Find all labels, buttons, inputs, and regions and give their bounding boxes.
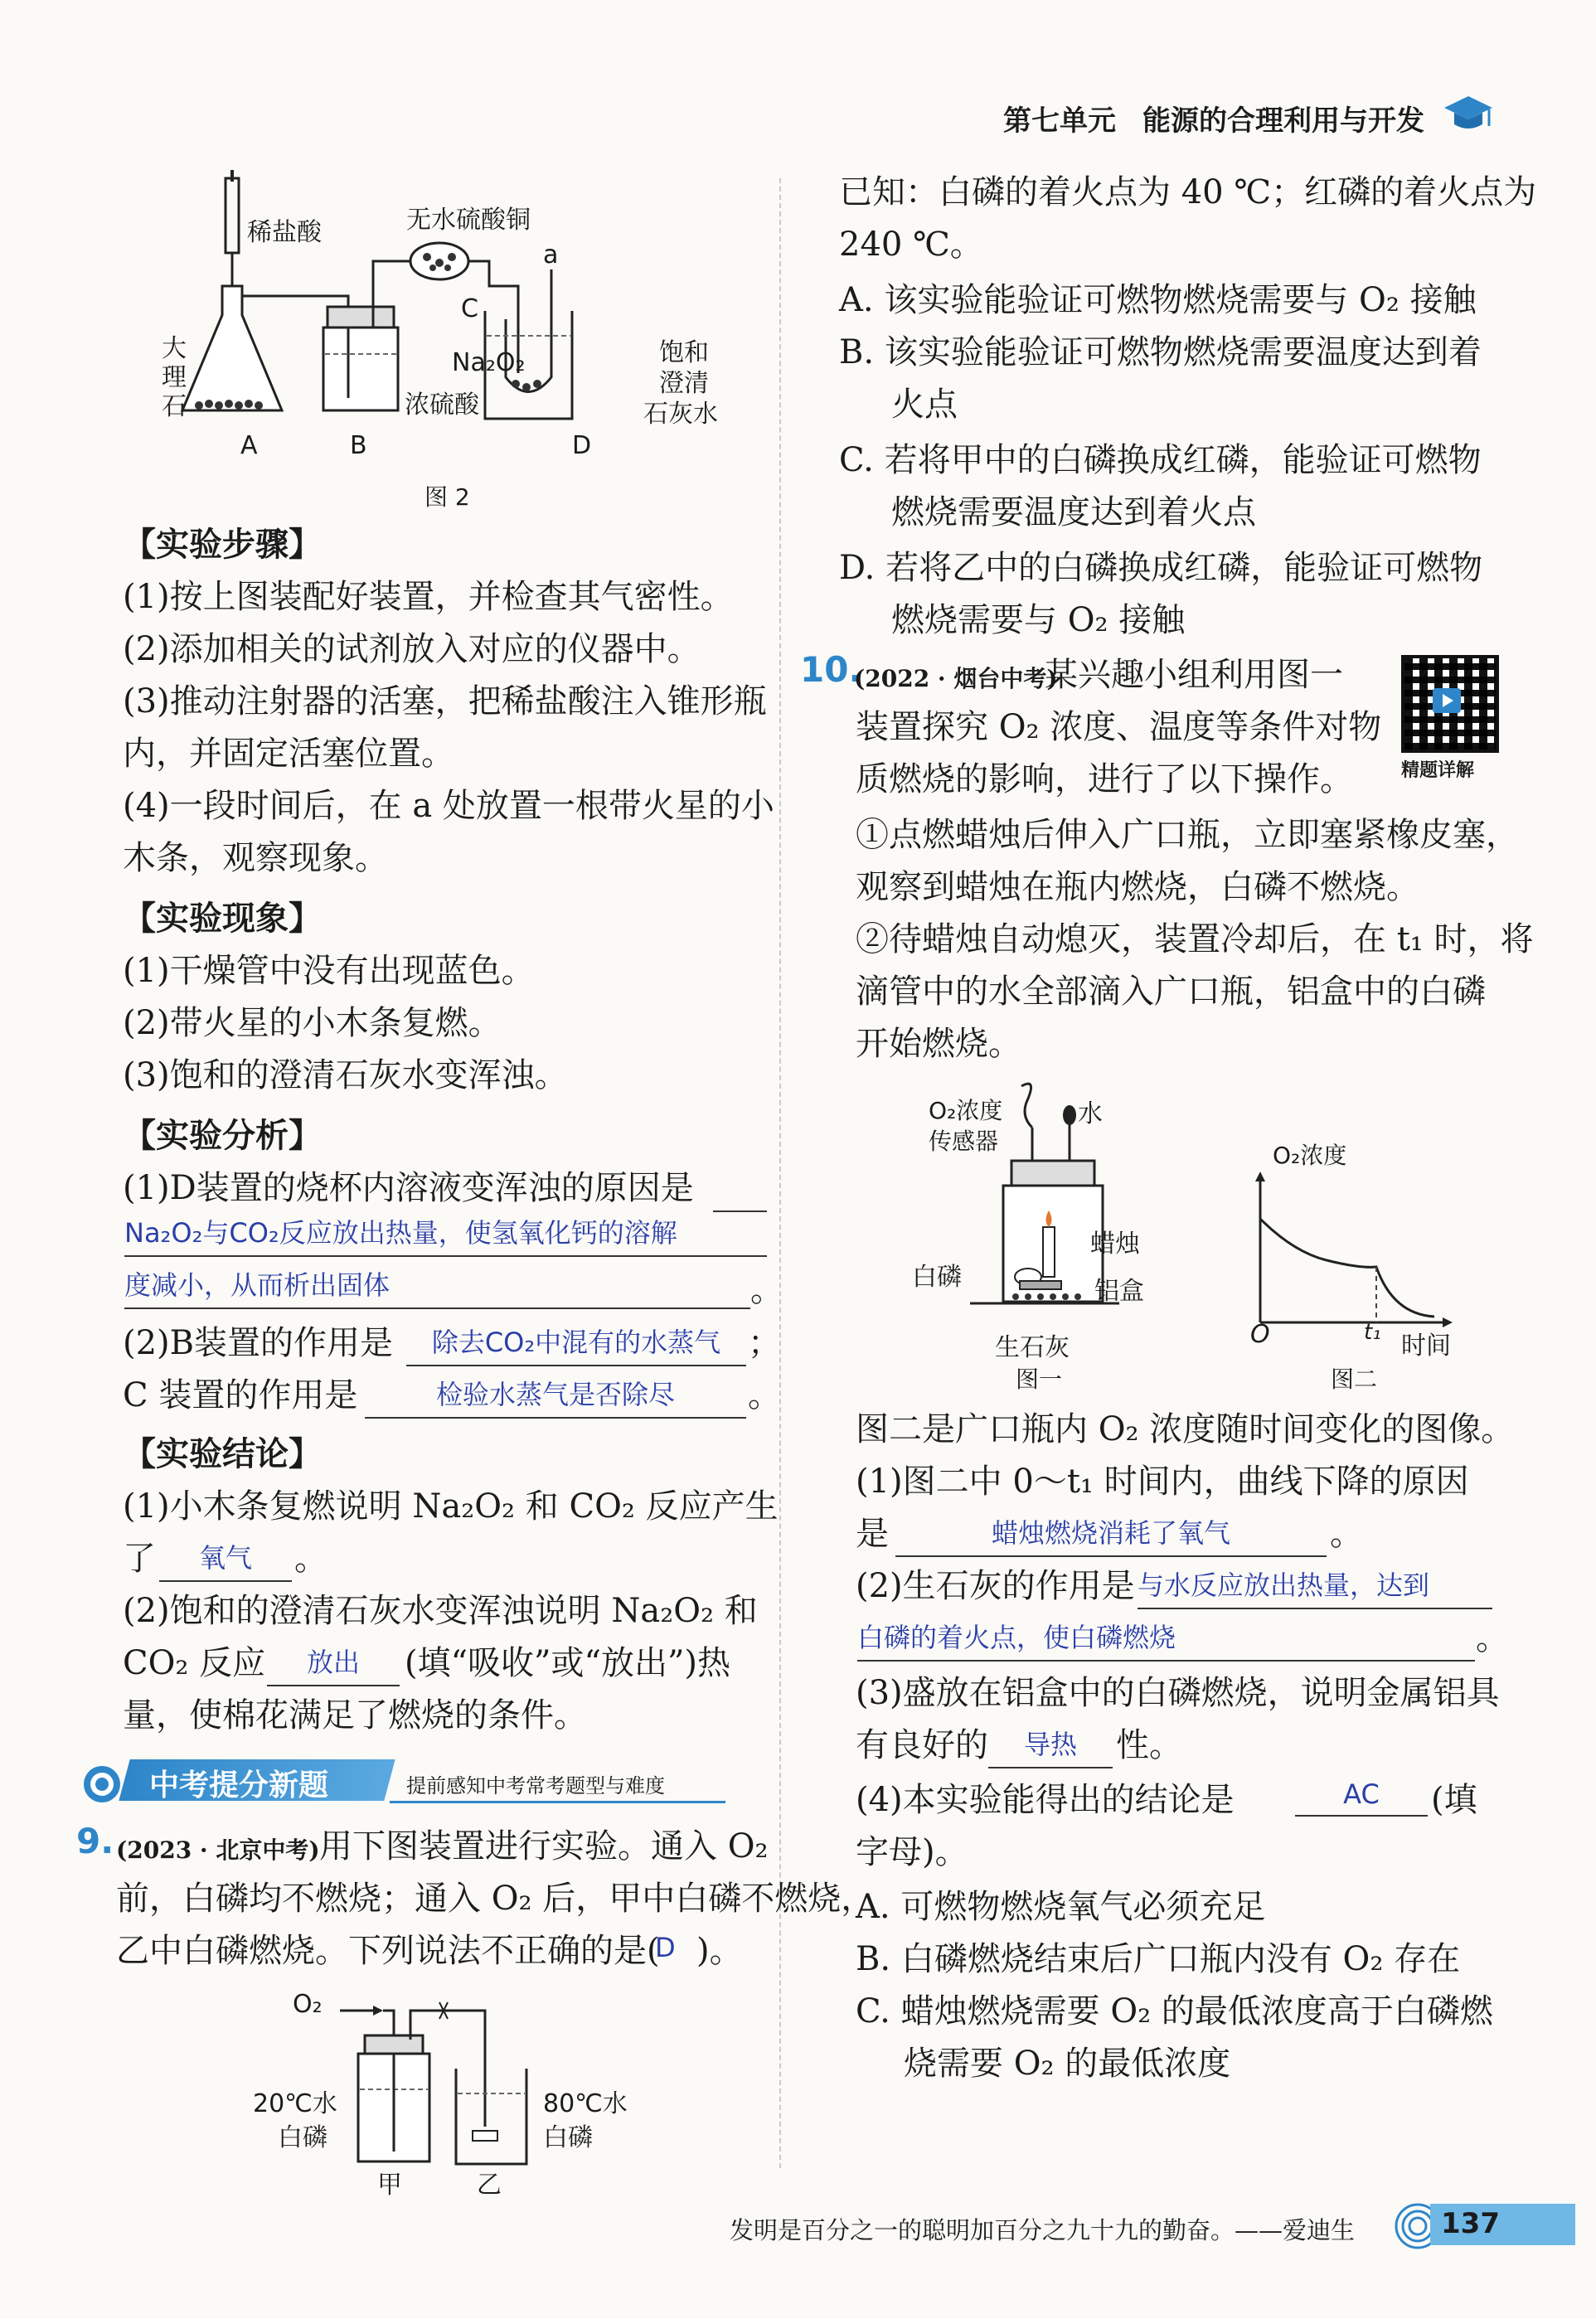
fig2-na2o2: Na₂O₂ [452, 348, 526, 377]
q10-source: (2022 · 烟台中考) [854, 665, 1058, 692]
fig1-white-p: 白磷 [912, 1263, 962, 1292]
concl-1: (1)小木条复燃说明 Na₂O₂ 和 CO₂ 反应产生 [123, 1487, 779, 1526]
anal-1-answer-2: 度减小，从而析出固体 [124, 1264, 750, 1309]
banner-line [390, 1801, 725, 1803]
fig2-label-a: A [240, 431, 258, 460]
fig2-x-label: 时间 [1401, 1332, 1451, 1361]
q10-step-1b: 观察到蜡烛在瓶内燃烧，白磷不燃烧。 [856, 868, 1419, 906]
q10-p3-end: 性。 [1116, 1726, 1182, 1764]
q10-number: 10. [800, 649, 862, 690]
concl-1-answer: 氧气 [159, 1537, 292, 1582]
q9-line-2: 前，白磷均不燃烧；通入 O₂ 后，甲中白磷不燃烧， [116, 1880, 875, 1918]
fig1-caption: 图一 [1016, 1366, 1063, 1393]
fig2-t1: t₁ [1364, 1320, 1381, 1345]
footer-quote: 发明是百分之一的聪明加百分之九十九的勤奋。——爱迪生 [730, 2216, 1356, 2244]
q10-option-c-2: 烧需要 O₂ 的最低浓度 [904, 2045, 1231, 2083]
concl-1-end: 。 [294, 1540, 327, 1578]
o2-curve [1260, 1219, 1434, 1317]
banner-title: 中考提分新题 [149, 1768, 329, 1802]
concl-2: (2)饱和的澄清石灰水变浑浊说明 Na₂O₂ 和 [123, 1592, 758, 1630]
fig2-c: C [461, 294, 478, 323]
step-3b: 内，并固定活塞位置。 [123, 735, 454, 773]
banner-subtitle: 提前感知中考常考题型与难度 [406, 1774, 665, 1797]
q9-option-d-2: 燃烧需要与 O₂ 接触 [891, 601, 1186, 639]
fig2-limestone-3: 石 [162, 392, 187, 421]
q10-p2a: (2)生石灰的作用是 [856, 1567, 1135, 1605]
q9-known-1: 已知：白磷的着火点为 40 ℃；红磷的着火点为 [839, 173, 1537, 211]
q10-p2-answer-2: 白磷的着火点，使白磷燃烧 [857, 1617, 1475, 1662]
fig1-sensor-1: O₂浓度 [929, 1097, 1003, 1124]
fig2-limestone-2: 理 [162, 363, 187, 392]
q9-line-3-end: )。 [696, 1932, 743, 1970]
q9-yi: 乙 [477, 2171, 502, 2200]
q10-p4b: 字母)。 [856, 1833, 968, 1871]
q10-desc: 图二是广口瓶内 O₂ 浓度随时间变化的图像。 [856, 1410, 1515, 1448]
concl-2d: 量，使棉花满足了燃烧的条件。 [123, 1696, 587, 1734]
q10-step-2b: 滴管中的水全部滴入广口瓶，铝盒中的白磷 [856, 973, 1486, 1011]
q10-option-b: B. 白磷燃烧结束后广口瓶内没有 O₂ 存在 [856, 1940, 1461, 1978]
phen-1: (1)干燥管中没有出现蓝色。 [123, 952, 535, 990]
anal-3-end: 。 [748, 1376, 781, 1414]
fig1-water: 水 [1078, 1099, 1103, 1128]
grad-cap-icon [1443, 91, 1494, 138]
q10-p4-answer: AC [1295, 1778, 1428, 1817]
section-banner [79, 1756, 725, 1806]
q10-line-3: 质燃烧的影响，进行了以下操作。 [856, 760, 1353, 798]
fig2-caption: 图 2 [424, 483, 470, 511]
play-icon [1433, 688, 1461, 713]
anal-title: 【实验分析】 [123, 1116, 322, 1155]
q9-80c-water: 80℃水 [543, 2089, 628, 2118]
anal-2-answer: 除去CO₂中混有的水蒸气 [406, 1322, 746, 1366]
q10-p3b: 有良好的 [856, 1726, 988, 1764]
steps-title: 【实验步骤】 [123, 525, 322, 564]
q9-answer: D [655, 1932, 676, 1963]
q9-known-2: 240 ℃。 [839, 226, 983, 264]
q9-option-b-2: 火点 [891, 386, 958, 424]
q10-p2-end: 。 [1476, 1619, 1509, 1657]
phen-2: (2)带火星的小木条复燃。 [123, 1004, 502, 1042]
q9-option-c-1: C. 若将甲中的白磷换成红磷，能验证可燃物 [839, 441, 1482, 479]
anal-1-question: (1)D装置的烧杯内溶液变浑浊的原因是 [123, 1169, 694, 1207]
q10-step-2c: 开始燃烧。 [856, 1025, 1021, 1063]
q9-white-p-2: 白磷 [543, 2123, 593, 2152]
q10-line-1: 某兴趣小组利用图一 [1045, 656, 1343, 694]
concl-2-answer: 放出 [267, 1642, 400, 1686]
q10-p2-answer-1: 与水反应放出热量，达到 [1138, 1565, 1492, 1609]
q9-option-a: A. 该实验能验证可燃物燃烧需要与 O₂ 接触 [839, 281, 1477, 319]
q9-jia: 甲 [377, 2171, 402, 2200]
fig1-sensor-2: 传感器 [929, 1128, 999, 1155]
q10-p1a: (1)图二中 0～t₁ 时间内，曲线下降的原因 [856, 1463, 1469, 1501]
step-4b: 木条，观察现象。 [123, 839, 388, 877]
q10-p1b: 是 [856, 1515, 889, 1553]
fig2-dilute-hcl: 稀盐酸 [247, 218, 322, 247]
q9-line-1: 用下图装置进行实验。通入 O₂ [319, 1827, 769, 1865]
q9-number: 9. [76, 1821, 114, 1861]
fig1-al-box: 铝盒 [1094, 1277, 1144, 1306]
fig1-candle: 蜡烛 [1090, 1230, 1140, 1259]
fig2-cuso4: 无水硫酸铜 [406, 206, 531, 235]
q9-option-c-2: 燃烧需要温度达到着火点 [891, 493, 1256, 531]
q9-option-b-1: B. 该实验能验证可燃物燃烧需要温度达到着 [839, 333, 1482, 371]
page-number: 137 [1441, 2207, 1500, 2240]
fig2-sat-2: 澄清 [659, 369, 709, 398]
qr-label: 精题详解 [1401, 760, 1475, 781]
anal-2-end: ； [748, 1324, 781, 1362]
q10-p3-answer: 导热 [988, 1724, 1113, 1768]
anal-3-question: C 装置的作用是 [123, 1376, 358, 1414]
q10-line-2: 装置探究 O₂ 浓度、温度等条件对物 [856, 708, 1382, 746]
fig2-y-label: O₂浓度 [1273, 1142, 1347, 1169]
phen-3: (3)饱和的澄清石灰水变浑浊。 [123, 1056, 568, 1094]
q10-option-a: A. 可燃物燃烧氧气必须充足 [856, 1888, 1266, 1926]
step-1: (1)按上图装配好装置，并检查其气密性。 [123, 578, 734, 616]
q9-o2-label: O₂ [293, 1990, 323, 2019]
fig2-caption-q10: 图二 [1331, 1366, 1378, 1393]
anal-1-end: 。 [750, 1271, 783, 1309]
fig1-quicklime: 生石灰 [995, 1333, 1070, 1362]
q10-step-2a: ②待蜡烛自动熄灭，装置冷却后，在 t₁ 时，将 [856, 920, 1534, 958]
q10-p4-end: (填 [1431, 1781, 1477, 1819]
anal-3-answer: 检验水蒸气是否除尽 [365, 1374, 746, 1419]
q10-p4a: (4)本实验能得出的结论是 [856, 1781, 1235, 1819]
q9-source: (2023 · 北京中考) [116, 1836, 320, 1864]
q10-figure-2 [1244, 1169, 1459, 1335]
concl-title: 【实验结论】 [123, 1434, 322, 1473]
concl-1b: 了 [123, 1540, 156, 1578]
fig2-origin: O [1250, 1320, 1270, 1349]
q10-p3a: (3)盛放在铝盒中的白磷燃烧，说明金属铝具 [856, 1674, 1500, 1712]
step-4: (4)一段时间后，在 a 处放置一根带火星的小 [123, 787, 774, 825]
fig2-a-point: a [543, 240, 559, 269]
q9-line-3: 乙中白磷燃烧。下列说法不正确的是( [116, 1932, 660, 1970]
unit-label: 第七单元 [1003, 104, 1116, 138]
fig2-conc-h2so4: 浓硫酸 [405, 391, 479, 420]
q9-20c-water: 20℃水 [253, 2089, 337, 2118]
anal-2-question: (2)B装置的作用是 [123, 1324, 394, 1362]
concl-2c: (填“吸收”或“放出”)热 [405, 1644, 731, 1682]
fig2-sat-1: 饱和 [659, 338, 709, 367]
phen-title: 【实验现象】 [123, 899, 322, 938]
fig2-sat-3: 石灰水 [643, 400, 718, 429]
anal-1-answer-1: Na₂O₂与CO₂反应放出热量，使氢氧化钙的溶解 [124, 1212, 767, 1257]
column-divider [779, 178, 781, 2168]
q10-p1-answer: 蜡烛燃烧消耗了氧气 [895, 1512, 1327, 1557]
q10-step-1a: ①点燃蜡烛后伸入广口瓶，立即塞紧橡皮塞， [856, 816, 1519, 854]
step-2: (2)添加相关的试剂放入对应的仪器中。 [123, 630, 701, 668]
q9-option-d-1: D. 若将乙中的白磷换成红磷，能验证可燃物 [839, 549, 1483, 587]
fig2-label-b: B [350, 431, 367, 460]
chapter-title: 能源的合理利用与开发 [1142, 104, 1424, 138]
step-3: (3)推动注射器的活塞，把稀盐酸注入锥形瓶 [123, 682, 767, 720]
q10-p1-end: 。 [1330, 1515, 1363, 1553]
concl-2b: CO₂ 反应 [123, 1644, 266, 1682]
q9-white-p-1: 白磷 [278, 2123, 327, 2152]
fig2-label-d: D [572, 431, 592, 460]
fig2-limestone-1: 大 [162, 334, 187, 363]
q10-option-c-1: C. 蜡烛燃烧需要 O₂ 的最低浓度高于白磷燃 [856, 1992, 1493, 2030]
